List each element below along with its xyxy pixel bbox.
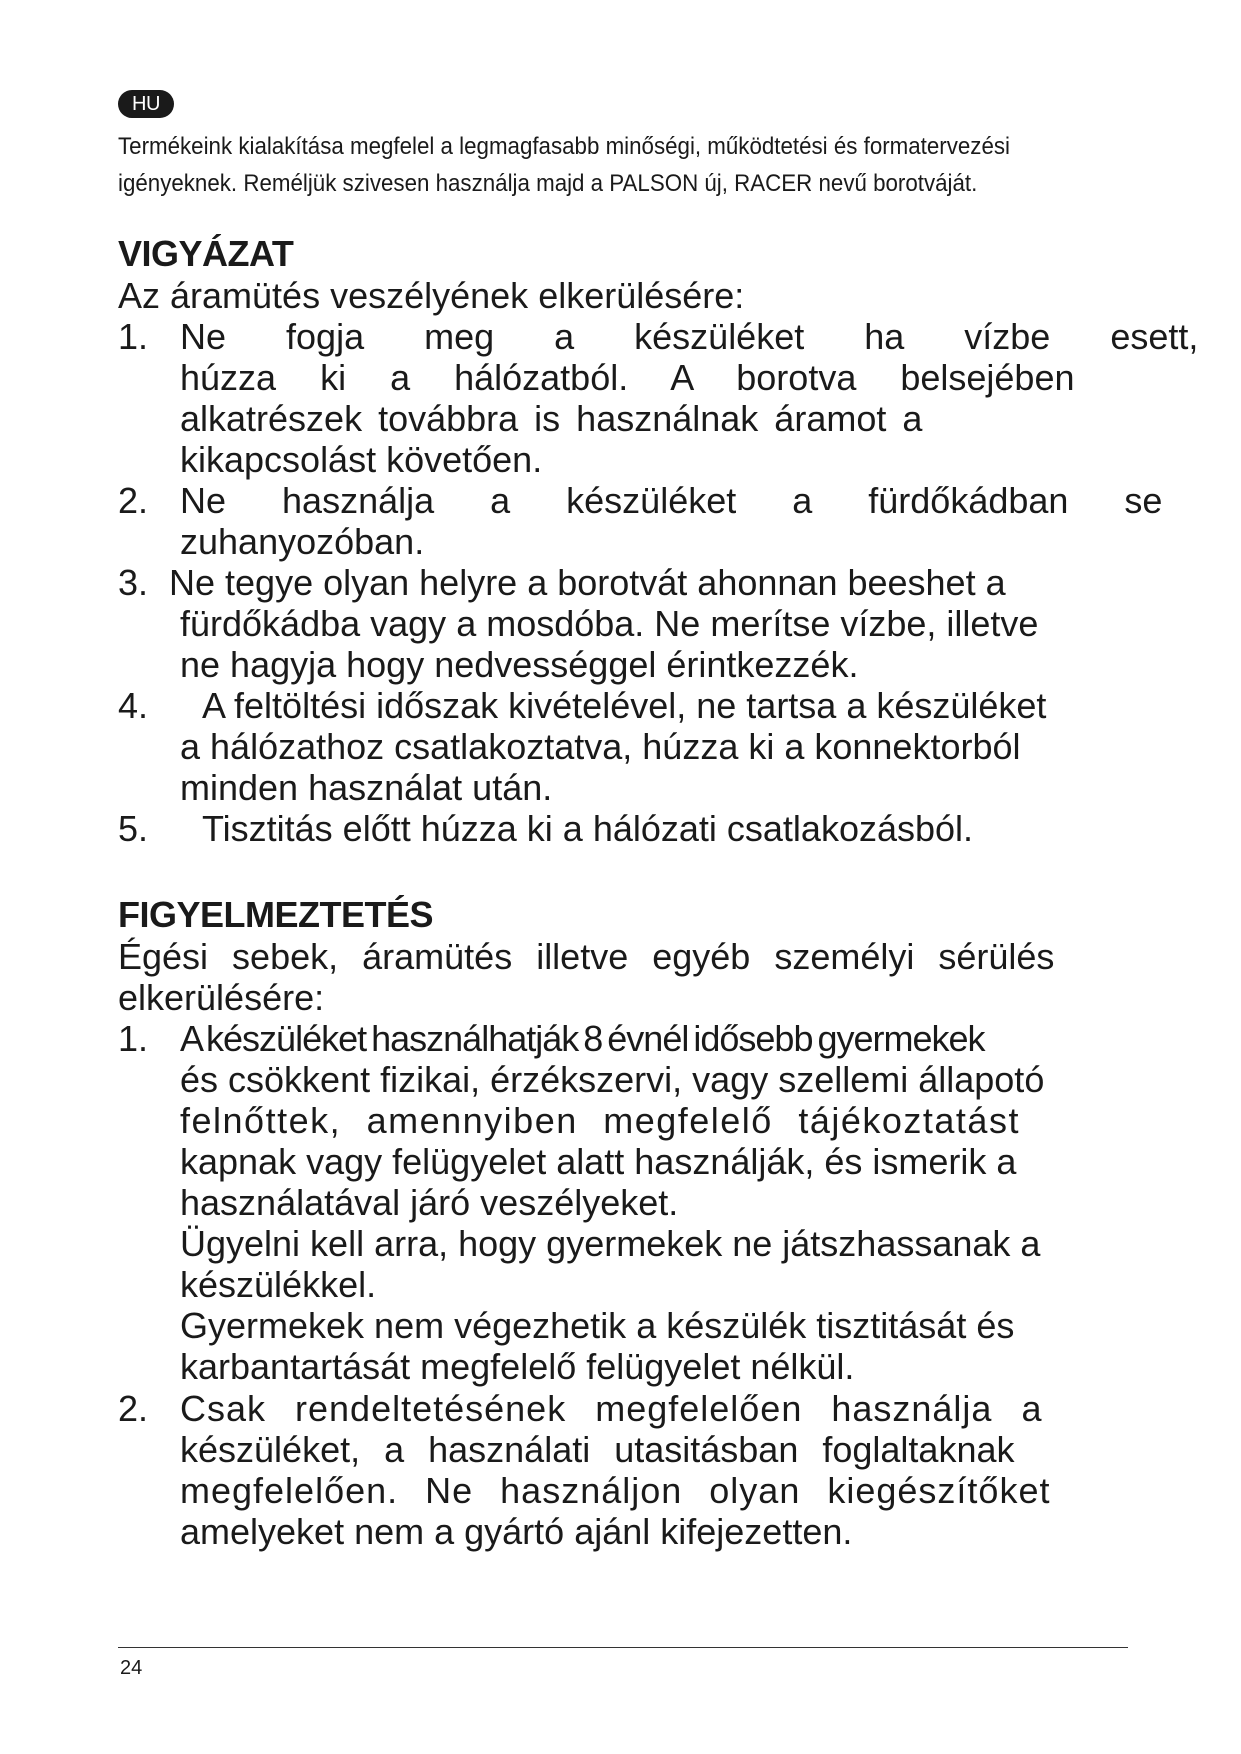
list-item-number: 2.: [118, 1388, 149, 1429]
list-item-line: kapnak vagy felügyelet alatt használják, és ismerik a: [180, 1141, 1017, 1182]
list-item-line: zuhanyozóban.: [180, 521, 425, 562]
intro-line: Termékeink kialakítása megfelel a legmagfasabb minőségi, működtetési és formatervezési: [118, 133, 1010, 160]
section-lead-figyelmeztetes-cont: elkerülésére:: [118, 977, 325, 1018]
list-item-line: A készüléket használhatják 8 évnél idősebb gyermekek: [180, 1018, 985, 1059]
list-item-line: készüléket, a használati utasitásban foglaltaknak: [180, 1429, 1015, 1470]
list-item-number: 1.: [118, 1018, 149, 1059]
list-item-line: használatával járó veszélyeket.: [180, 1182, 679, 1223]
intro-paragraph: [118, 128, 1095, 202]
list-item-line: és csökkent fizikai, érzékszervi, vagy szellemi állapotó: [180, 1059, 1045, 1100]
list-item-line: Ügyelni kell arra, hogy gyermekek ne játszhassanak a: [180, 1223, 1041, 1264]
section-lead-figyelmeztetes: Égési sebek, áramütés illetve egyéb személyi sérülés: [118, 936, 1055, 977]
list-item-line: Ne használja a készüléket a fürdőkádban se: [180, 480, 1163, 521]
list-item-line: Gyermekek nem végezhetik a készülék tisztitását és: [180, 1305, 1015, 1346]
list-item-line: karbantartását megfelelő felügyelet nélkül.: [180, 1346, 855, 1387]
list-item-line: fürdőkádba vagy a mosdóba. Ne merítse vízbe, illetve: [180, 603, 1039, 644]
list-item-line: készülékkel.: [180, 1264, 377, 1305]
list-item-line: amelyeket nem a gyártó ajánl kifejezetten.: [180, 1511, 853, 1552]
list-item-line: Ne tegye olyan helyre a borotvát ahonnan beeshet a: [169, 562, 1006, 603]
list-item-line: húzza ki a hálózatból. A borotva belsejében: [180, 357, 1075, 398]
list-item-line: minden használat után.: [180, 767, 553, 808]
language-badge: HU: [118, 90, 174, 118]
list-item-line: a hálózathoz csatlakoztatva, húzza ki a konnektorból: [180, 726, 1021, 767]
list-item-line: ne hagyja hogy nedvességgel érintkezzék.: [180, 644, 859, 685]
section-lead-vigyazat: Az áramütés veszélyének elkerülésére:: [118, 275, 745, 316]
page-number: 24: [120, 1657, 143, 1679]
list-item-line: Csak rendeltetésének megfelelően használja a: [180, 1388, 1043, 1429]
intro-line: igényeknek. Reméljük szivesen használja majd a PALSON új, RACER nevű borotváját.: [118, 170, 978, 197]
list-item-line: A feltöltési időszak kivételével, ne tartsa a készüléket: [202, 685, 1047, 726]
list-item-number: 5.: [118, 808, 149, 849]
list-item-number: 4.: [118, 685, 149, 726]
list-item-line: felnőttek, amennyiben megfelelő tájékoztatást: [180, 1100, 1020, 1141]
list-item-number: 1.: [118, 316, 149, 357]
list-item-line: megfelelően. Ne használjon olyan kiegészítőket: [180, 1470, 1051, 1511]
section-title-figyelmeztetes: FIGYELMEZTETÉS: [118, 894, 434, 935]
list-item-line: alkatrészek továbbra is használnak áramot a: [180, 398, 923, 439]
list-item-number: 2.: [118, 480, 149, 521]
list-item-number: 3.: [118, 562, 149, 603]
list-item-line: kikapcsolást követően.: [180, 439, 543, 480]
footer-divider: [118, 1647, 1128, 1648]
list-item-line: Tisztitás előtt húzza ki a hálózati csatlakozásból.: [202, 808, 974, 849]
list-item-line: Ne fogja meg a készüléket ha vízbe esett,: [180, 316, 1199, 357]
section-title-vigyazat: VIGYÁZAT: [118, 233, 294, 274]
